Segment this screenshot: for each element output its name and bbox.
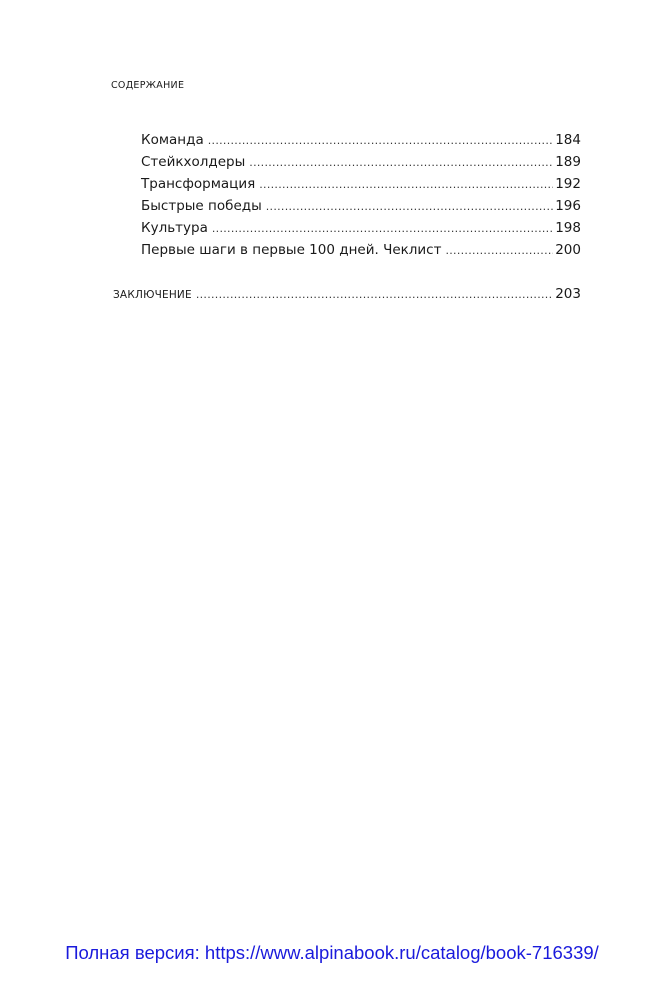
dot-leader [249,154,553,172]
toc-entry [141,219,581,238]
toc-entry [141,131,581,150]
dot-leader [266,198,553,216]
toc-entry-title: Трансформация [141,176,256,192]
toc-entry-page: 200 [555,242,581,258]
running-head: СОДЕРЖАНИЕ [111,80,185,91]
toc-entry-title: Стейкхолдеры [141,154,246,170]
toc-entry-title: Быстрые победы [141,198,262,214]
dot-leader [259,176,553,194]
toc-entry-title: Первые шаги в первые 100 дней. Чеклист [141,242,442,258]
dot-leader [196,286,553,304]
toc-entry-title: Команда [141,132,204,148]
toc-entry-page: 192 [555,176,581,192]
toc-entry [141,197,581,216]
toc-entry-page: 196 [555,198,581,214]
toc-entry-title: ЗАКЛЮЧЕНИЕ [113,289,192,301]
toc-entry-page: 198 [555,220,581,236]
toc-entry [141,241,581,260]
dot-leader [212,220,553,238]
toc-entry-page: 189 [555,154,581,170]
full-version-link[interactable]: Полная версия: https://www.alpinabook.ru/catalog/book-716339/ [65,942,599,963]
toc-entry-conclusion [113,285,581,304]
toc-entry-page: 184 [555,132,581,148]
dot-leader [208,132,553,150]
toc-entry [141,153,581,172]
toc-entry-page: 203 [555,286,581,302]
toc-entry [141,175,581,194]
toc-entry-title: Культура [141,220,208,236]
dot-leader [445,242,553,260]
